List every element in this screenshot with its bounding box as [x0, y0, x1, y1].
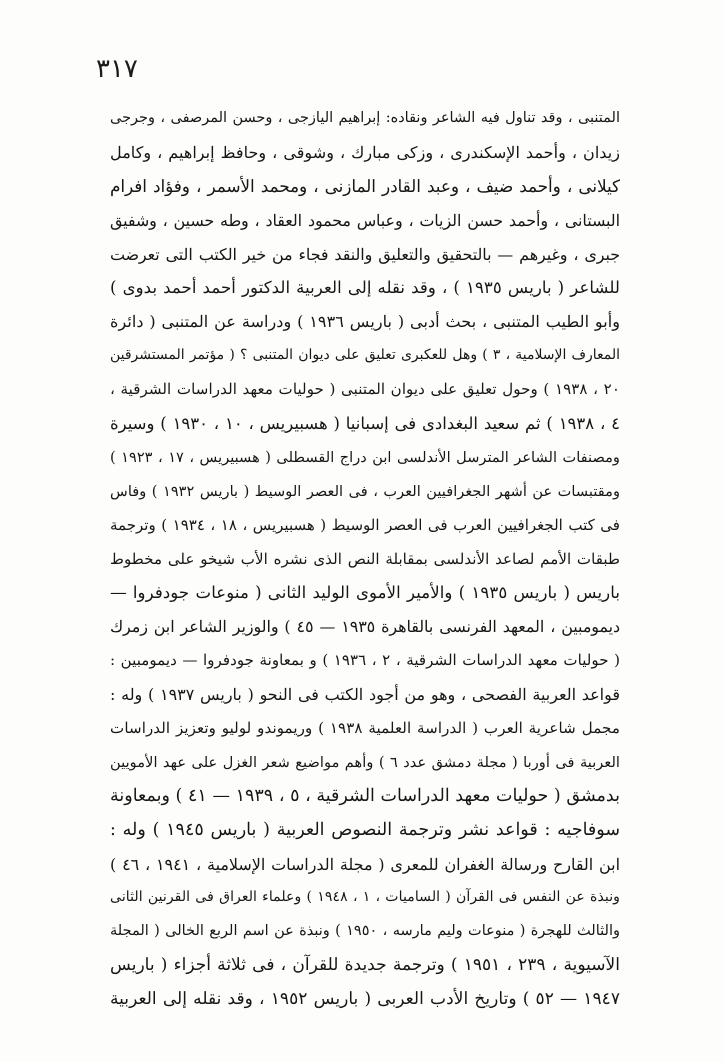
text-line: العربية فى أوربا ( مجلة دمشق عدد ٦ ) وأهم مواضيع شعر الغزل على عهد الأمويين	[110, 753, 620, 771]
text-line: جبرى ، وغيرهم — بالتحقيق والتعليق والنقد فجاء من خير الكتب التى تعرضت	[110, 244, 620, 264]
body-text	[110, 102, 620, 1017]
text-line: سوفاجيه : قواعد نشر وترجمة النصوص العربية ( باريس ١٩٤٥ ) وله :	[110, 819, 620, 840]
text-line: ٤ ، ١٩٣٨ ) ثم سعيد البغدادى فى إسبانيا ( هسبيريس ، ١٠ ، ١٩٣٠ ) وسيرة	[110, 414, 620, 434]
text-line: ومقتبسات عن أشهر الجغرافيين العرب ، فى العصر الوسيط ( باريس ١٩٣٢ ) وفاس	[110, 482, 620, 500]
text-line: البستانى ، وأحمد حسن الزيات ، وعباس محمود العقاد ، وطه حسين ، وشفيق	[110, 210, 620, 230]
text-line: الآسيوية ، ٢٣٩ ، ١٩٥١ ) وترجمة جديدة للقرآن ، فى ثلاثة أجزاء ( باريس	[110, 955, 620, 976]
text-line: باريس ( باريس ١٩٣٥ ) والأمير الأموى الوليد الثانى ( منوعات جودفروا —	[110, 582, 620, 603]
text-line: كيلانى ، وأحمد ضيف ، وعبد القادر المازنى ، ومحمد الأسمر ، وفؤاد افرام	[110, 175, 620, 196]
text-line: قواعد العربية الفصحى ، وهو من أجود الكتب فى النحو ( باريس ١٩٣٧ ) وله :	[110, 685, 620, 705]
text-line: ديمومبين ، المعهد الفرنسى بالقاهرة ١٩٣٥ — ٤٥ ) والوزير الشاعر ابن زمرك	[110, 617, 620, 637]
text-line: ٢٠ ، ١٩٣٨ ) وحول تعليق على ديوان المتنبى ( حوليات معهد الدراسات الشرقية ،	[110, 380, 620, 399]
page-number: ٣١٧	[96, 54, 138, 84]
text-line: ونبذة عن النفس فى القرآن ( الساميات ، ١ ، ١٩٤٨ ) وعلماء العراق فى القرنين الثانى	[110, 889, 620, 906]
text-line: والثالث للهجرة ( منوعات وليم مارسه ، ١٩٥٠ ) ونبذة عن اسم الربع الخالى ( المجلة	[110, 923, 620, 940]
text-line: بدمشق ( حوليات معهد الدراسات الشرقية ، ٥ ، ١٩٣٩ — ٤١ ) وبمعاونة	[110, 785, 620, 806]
text-line: ومصنفات الشاعر المترسل الأندلسى ابن دراج القسطلى ( هسبيريس ، ١٧ ، ١٩٢٣ )	[110, 448, 620, 466]
text-line: زيدان ، وأحمد الإسكندرى ، وزكى مبارك ، وشوقى ، وحافظ إبراهيم ، وكامل	[110, 142, 620, 162]
text-line: وأبو الطيب المتنبى ، بحث أدبى ( باريس ١٩٣٦ ) ودراسة عن المتنبى ( دائرة	[110, 312, 620, 332]
text-line: المتنبى ، وقد تناول فيه الشاعر ونقاده: إبراهيم اليازجى ، وحسن المرصفى ، وجرجى	[110, 110, 620, 126]
text-line: ١٩٤٧ — ٥٢ ) وتاريخ الأدب العربى ( باريس ١٩٥٢ ، وقد نقله إلى العربية	[110, 989, 620, 1010]
text-line: طبقات الأمم لصاعد الأندلسى بمقابلة النص الذى نشره الأب شيخو على مخطوط	[110, 549, 620, 568]
text-line: ابن القارح ورسالة الغفران للمعرى ( مجلة الدراسات الإسلامية ، ١٩٤١ ، ٤٦ )	[110, 854, 620, 874]
text-line: للشاعر ( باريس ١٩٣٥ ) ، وقد نقله إلى العربية الدكتور أحمد أحمد بدوى )	[110, 278, 620, 298]
text-line: مجمل شاعرية العرب ( الدراسة العلمية ١٩٣٨ ) وريموندو لوليو وتعزيز الدراسات	[110, 719, 620, 738]
text-line: المعارف الإسلامية ، ٣ ) وهل للعكبرى تعليق على ديوان المتنبى ؟ ( مؤتمر المستشرقين	[110, 347, 620, 364]
text-line: فى كتب الجغرافيين العرب فى العصر الوسيط ( هسبيريس ، ١٨ ، ١٩٣٤ ) وترجمة	[110, 515, 620, 534]
text-line: ( حوليات معهد الدراسات الشرقية ، ٢ ، ١٩٣٦ ) و بمعاونة جودفروا — ديمومبين :	[110, 651, 620, 670]
